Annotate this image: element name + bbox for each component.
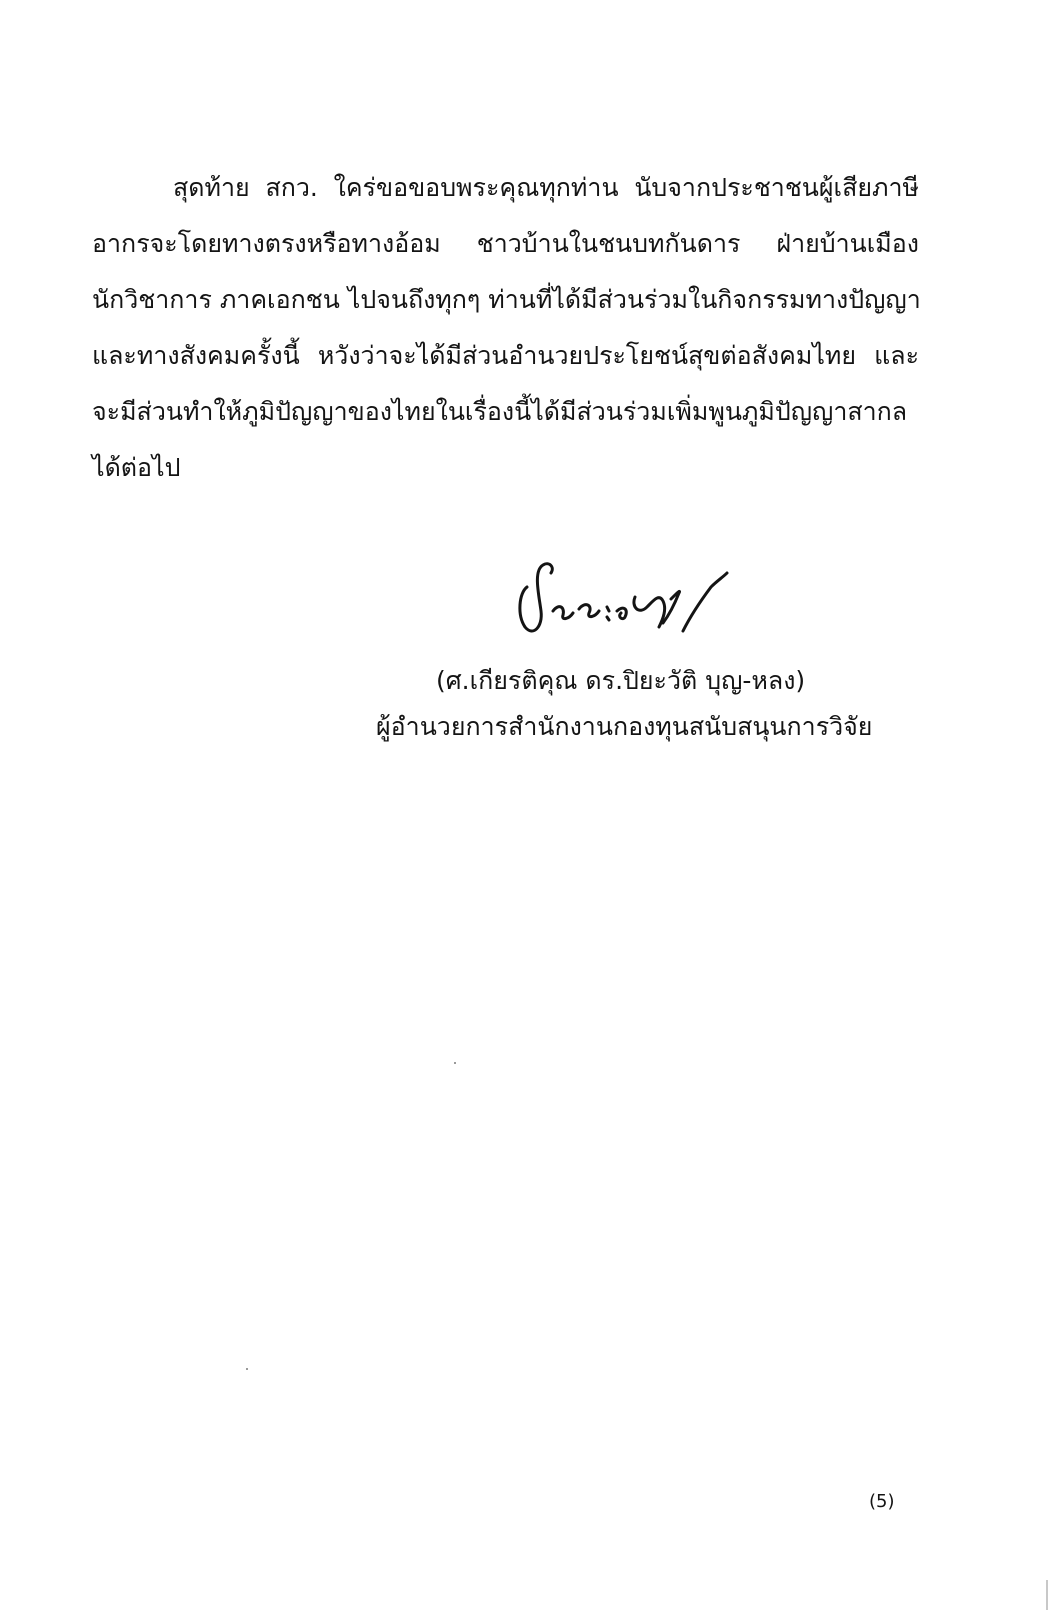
paragraph-line-1: สุดท้าย สกว. ใคร่ขอขอบพระคุณทุกท่าน นับจากประชาชนผู้เสียภาษี [173,173,919,202]
paragraph-line-2: อากรจะโดยทางตรงหรือทางอ้อม ชาวบ้านในชนบทกันดาร ฝ่ายบ้านเมือง [92,229,919,258]
signatory-name: (ศ.เกียรติคุณ ดร.ปิยะวัติ บุญ-หลง) [436,666,806,695]
paragraph-line-5: จะมีส่วนทำให้ภูมิปัญญาของไทยในเรื่องนี้ได้มีส่วนร่วมเพิ่มพูนภูมิปัญญาสากล [92,397,908,426]
handwritten-signature [513,557,753,647]
scan-edge-mark [1046,1580,1048,1610]
paragraph-line-3: นักวิชาการ ภาคเอกชน ไปจนถึงทุกๆ ท่านที่ได้มีส่วนร่วมในกิจกรรมทางปัญญา [92,285,921,314]
paragraph-line-4: และทางสังคมครั้งนี้ หวังว่าจะได้มีส่วนอำนวยประโยชน์สุขต่อสังคมไทย และ [92,341,919,370]
scan-speck [246,1368,248,1370]
scan-speck [454,1062,456,1064]
page-number: (5) [869,1491,895,1512]
paragraph-line-6: ได้ต่อไป [92,453,181,482]
signatory-title: ผู้อำนวยการสำนักงานกองทุนสนับสนุนการวิจัย [376,712,873,741]
